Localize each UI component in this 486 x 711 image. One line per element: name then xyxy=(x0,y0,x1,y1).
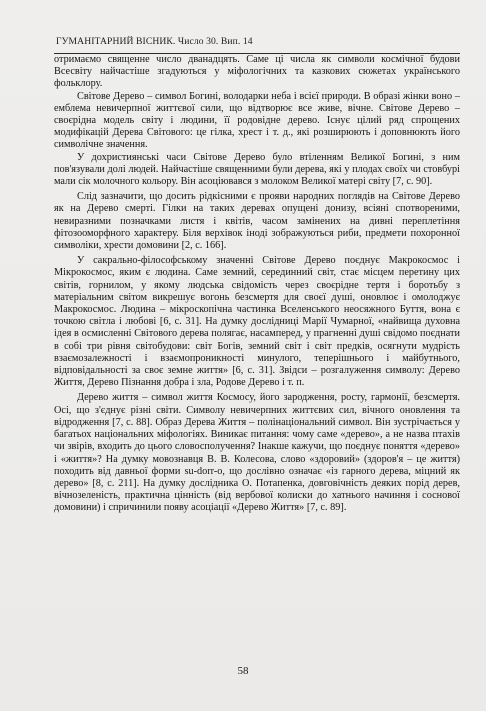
page-number: 58 xyxy=(237,665,249,677)
paragraph-1: отримаємо священне число дванадцять. Саме ці числа як символи космічної будови Всесвіту найчастіше згадуються у міфологічних та казкових сюжетах українського фольклору. xyxy=(54,54,460,90)
paragraph-2: Світове Дерево – символ Богині, володарки неба і всієї природи. В образі жінки воно – емблема невичерпної життєвої сили, що відтворює все живе, вічне. Світове Дерево – своєрідна модель світу і людини, її родовідне дерево. Існує цілий ряд спрощених модифікацій Дерева Світового: це гілка, хрест і т. д., які розширюють і доповнюють його символічне значення. xyxy=(54,90,460,151)
paragraph-6: Дерево життя – символ життя Космосу, його зародження, росту, гармонії, безсмертя. Осі, що з'єднує різні світи. Символу невичерпних життєвих сил, вічного оновлення та відродження [7, с. 88]. Образ Дерева Життя – полінаціональний символ. Він зустрічається у багатьох національних міфологіях. Виникає питання: чому саме «дерево», а не назва птахів чи звірів, входить до цього словосполучення? Інакше кажучи, що поєднує поняття «дерево» і «життя»? На думку мовознавця В. В. Колесова, слово «здоровий» (здоров'я – це життя) походить від давньої форми su-dorr-o, що дослівно означає «із гарного дерева, міцний як дерево» [8, с. 211]. На думку дослідника О. Потапенка, довговічність деяких порід дерев, вічнозеленість, практична цінність (від вербової колиски до хатнього начиння і соснової домовини) і спричинили появу асоціації «Дерево Життя» [7, с. 89]. xyxy=(54,392,460,514)
paragraph-3: У дохристиянські часи Світове Дерево було втіленням Великої Богині, з ним пов'язували долі людей. Найчастіше священними були дерева, які у плодах своїх чи стовбурі мали сік молочного кольору. Він асоціювався з молоком Великої матері світу [7, с. 90]. xyxy=(54,151,460,188)
running-header: ГУМАНІТАРНИЙ ВІСНИК. Число 30. Вип. 14 xyxy=(56,36,253,47)
paragraph-4: Слід зазначити, що досить рідкісними є прояви народних поглядів на Світове Дерево як на Дерево смерті. Гілки на таких деревах опущені донизу, всіяні спотвореними, невиразними позначками листя і квітів, часом замінених на дивні переплетіння фітозооморфного характеру. Біля верхівок іноді зображуються риби, предмети похоронної символіки, хрести домовини [2, с. 166]. xyxy=(54,191,460,252)
article-body xyxy=(54,54,460,515)
paragraph-5: У сакрально-філософському значенні Світове Дерево поєднує Макрокосмос і Мікрокосмос, яким є людина. Саме земний, серединний світ, стає місцем перетину цих світів, горнилом, у якому людська свідомість через своєрідне тертя і боротьбу з матеріальним світом викрешує вогонь безсмертя для своєї душі, оновлює і омолоджує Макрокосмос. Людина – мікроскопічна частинка Вселенського неосяжного Буття, вона є точкою світла і любові [6, с. 31]. На думку дослідниці Марії Чумарної, «найвища духовна ідея в осмисленні Світового дерева полягає, насамперед, у прагненні душі свідомо поєднати в собі три рівня світобудови: світ Богів, земний світ і світ предків, осягнути мудрість взаємозалежності і взаємопроникності минулого, теперішнього і майбутнього, відповідальності за своє земне життя» [6, с. 31]. Звідси – розгалуження символу: Дерево Життя, Дерево Пізнання добра і зла, Родове Дерево і т. п. xyxy=(54,255,460,389)
